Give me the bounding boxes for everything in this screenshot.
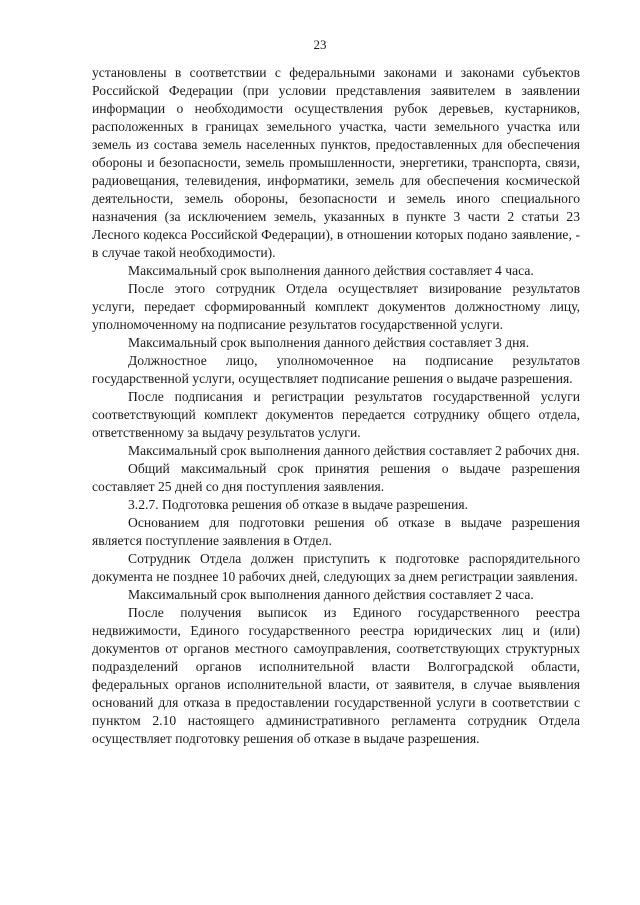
document-body	[92, 64, 580, 748]
paragraph: После этого сотрудник Отдела осуществляет визирование результатов услуги, передает сформированный комплект документов должностному лицу, уполномоченному на подписание результатов государственной услуги.	[92, 281, 580, 332]
paragraph: Сотрудник Отдела должен приступить к подготовке распорядительного документа не позднее 10 рабочих дней, следующих за днем регистрации заявления.	[92, 551, 580, 584]
paragraph: После получения выписок из Единого государственного реестра недвижимости, Единого государственного реестра юридических лиц и (или) документов от органов местного самоуправления, соответствующих структурных подразделений органов исполнительной власти Волгоградской области, федеральных органов исполнительной власти, от заявителя, в случае выявления оснований для отказа в предоставлении государственной услуги в соответствии с пунктом 2.10 настоящего административного регламента сотрудник Отдела осуществляет подготовку решения об отказе в выдаче разрешения.	[92, 605, 580, 746]
paragraph: 3.2.7. Подготовка решения об отказе в выдаче разрешения.	[128, 497, 468, 512]
page-number: 23	[313, 37, 327, 52]
paragraph: После подписания и регистрации результатов государственной услуги соответствующий комплект документов передается сотруднику общего отдела, ответственному за выдачу результатов услуги.	[92, 389, 580, 440]
paragraph: Максимальный срок выполнения данного действия составляет 2 часа.	[128, 587, 534, 602]
paragraph: Должностное лицо, уполномоченное на подписание результатов государственной услуги, осуществляет подписание решения о выдаче разрешения.	[92, 353, 580, 386]
paragraph: установлены в соответствии с федеральными законами и законами субъектов Российской Федерации (при условии представления заявителем в заявлении информации о необходимости осуществления рубок деревьев, кустарников, расположенных в границах земельного участка, части земельного участка или земель из состава земель населенных пунктов, предоставленных для обеспечения обороны и безопасности, земель промышленности, энергетики, транспорта, связи, радиовещания, телевидения, информатики, земель для обеспечения космической деятельности, земель обороны, безопасности и земель иного специального назначения (за исключением земель, указанных в пункте 3 части 2 статьи 23 Лесного кодекса Российской Федерации), в отношении которых подано заявление, - в случае такой необходимости).	[92, 65, 580, 260]
paragraph: Максимальный срок выполнения данного действия составляет 2 рабочих дня.	[128, 443, 580, 458]
paragraph: Основанием для подготовки решения об отказе в выдаче разрешения является поступление заявления в Отдел.	[92, 515, 580, 548]
paragraph: Максимальный срок выполнения данного действия составляет 3 дня.	[128, 335, 530, 350]
paragraph: Максимальный срок выполнения данного действия составляет 4 часа.	[128, 263, 534, 278]
paragraph: Общий максимальный срок принятия решения о выдаче разрешения составляет 25 дней со дня поступления заявления.	[92, 461, 580, 494]
